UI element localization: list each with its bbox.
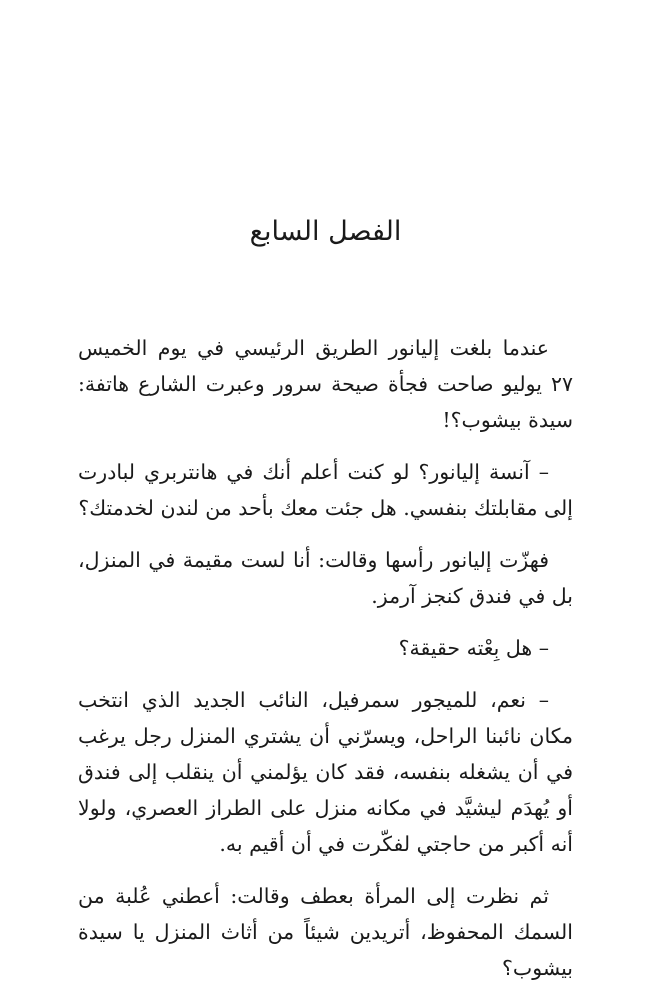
paragraph: – آنسة إليانور؟ لو كنت أعلم أنك في هانتربري لبادرت إلى مقابلتك بنفسي. هل جئت معك بأحد من لندن لخدمتك؟ <box>78 460 573 520</box>
paragraph: – هل بِعْته حقيقة؟ <box>398 636 549 660</box>
paragraph: عندما بلغت إليانور الطريق الرئيسي في يوم الخميس ٢٧ يوليو صاحت فجأة صيحة سرور وعبرت الشارع هاتفة: سيدة بيشوب؟! <box>78 336 573 432</box>
paragraph: – نعم، للميجور سمرفيل، النائب الجديد الذي انتخب مكان نائبنا الراحل، ويسرّني أن يشتري المنزل رجل يرغب في أن يشغله بنفسه، فقد كان يؤلمني أن ينقلب إلى فندق أو يُهدَم ليشيَّد في مكانه منزل على الطراز العصري، ولولا أنه أكبر من حاجتي لفكّرت في أن أقيم به. <box>78 688 573 856</box>
chapter-title: الفصل السابع <box>249 216 402 247</box>
paragraph: ثم نظرت إلى المرأة بعطف وقالت: أعطني عُلبة من السمك المحفوظ، أتريدين شيئاً من أثاث المنزل يا سيدة بيشوب؟ <box>78 884 573 980</box>
paragraph: فهزّت إليانور رأسها وقالت: أنا لست مقيمة في المنزل، بل في فندق كنجز آرمز. <box>78 548 573 608</box>
chapter-body <box>78 330 573 1002</box>
